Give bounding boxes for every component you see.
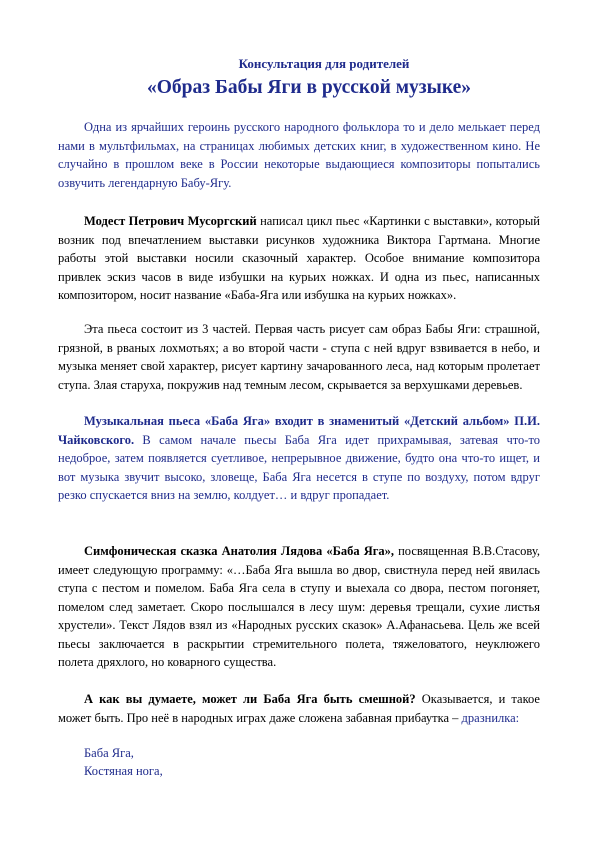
tchaikovsky-text: В самом начале пьесы Баба Яга идет прихрамывая, затевая что-то недоброе, затем появляется суетливое, непрерывное движение, будто она что-то ищет, и вот музыка звучит высоко, зловеще, Баба Яга несется в ступе по воздуху, потом вдруг резко спускается вниз на землю, колдует… и вдруг пропадает. — [58, 432, 540, 502]
closing-text: Оказывается, и такое может быть. Про неё в народных играх даже сложена забавная прибаутка – — [58, 692, 540, 725]
mussorgsky-text: написал цикл пьес «Картинки с выставки», который возник под впечатлением выставки рисунков художника Виктора Гартмана. Многие работы этой выставки носили сказочный характер. Особое внимание композитора привлек эскиз часов в виде избушки на курьих ножках. И одна из пьес, написанных композитором, носит название «Баба-Яга или избушка на курьих ножках». — [58, 214, 540, 302]
lyadov-text: посвященная В.В.Стасову, имеет следующую программу: «…Баба Яга вышла во двор, свистнула перед ней явилась ступа с пестом и помелом. Баба Яга села в ступу и выехала со двора, пестом погоняет, помелом след заметает. Скоро послышался в лесу шум: деревья трещали, сухие листья хрустели». Текст Лядов взял из «Народных русских сказок» А.Афанасьева. Цель же всей пьесы заключается в раскрытии стремительного полета, тяжеловатого, неуклюжего полета дряхлого, но коварного существа. — [58, 544, 540, 669]
poem-line: Костяная нога, — [84, 764, 163, 778]
tchaikovsky-paragraph — [58, 412, 540, 505]
intro-paragraph: Одна из ярчайших героинь русского народного фольклора то и дело мелькает перед нами в мультфильмах, на страницах любимых детских книг, в художественном кино. Не случайно в прошлом веке в России некоторые выдающиеся композиторы попытались озвучить легендарную Бабу-Ягу. — [58, 120, 540, 190]
lyadov-paragraph — [58, 542, 540, 672]
closing-lead: А как вы думаете, может ли Баба Яга быть смешной? — [84, 692, 416, 706]
poem-line: Баба Яга, — [84, 746, 134, 760]
mussorgsky-parts-paragraph: Эта пьеса состоит из 3 частей. Первая часть рисует сам образ Бабы Яги: страшной, грязной, в рваных лохмотьях; а во второй части - ступа с ней вдруг взвивается в небо, и музыка меняет свой характер, рисует картину зачарованного леса, над которым пролетает ступа. Злая старуха, покружив над темным лесом, скрывается за верхушками деревьев. — [58, 322, 540, 392]
mussorgsky-paragraph — [58, 212, 540, 305]
lyadov-lead: Симфоническая сказка Анатолия Лядова «Баба Яга», — [84, 544, 395, 558]
consultation-subtitle: Консультация для родителей — [238, 56, 410, 71]
page-title: «Образ Бабы Яги в русской музыке» — [146, 77, 472, 98]
tchaikovsky-lead: Музыкальная пьеса «Баба Яга» входит в знаменитый «Детский альбом» П.И. Чайковского. — [58, 414, 540, 447]
closing-tail: дразнилка: — [461, 710, 520, 725]
closing-paragraph — [58, 690, 540, 727]
mussorgsky-name: Модест Петрович Мусоргский — [84, 214, 257, 228]
